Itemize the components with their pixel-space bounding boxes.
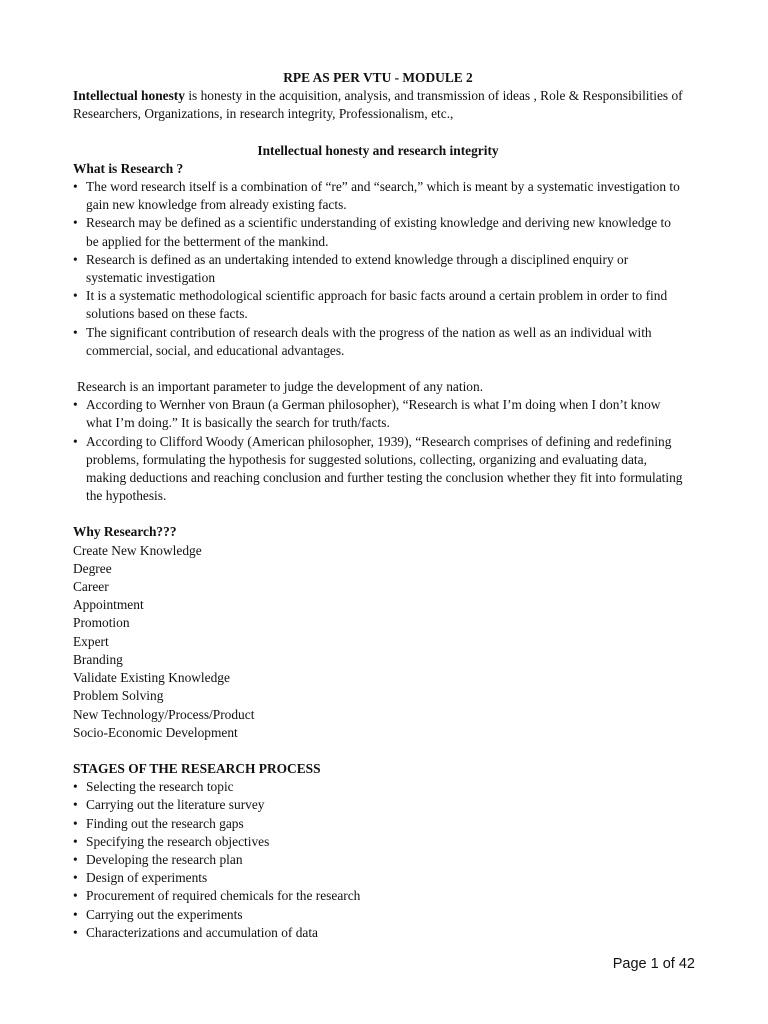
list-item	[73, 869, 683, 887]
list-item	[73, 833, 683, 851]
list-item-text: According to Clifford Woody (American philosopher, 1939), “Research comprises of defining and redefining problems, formulating the hypothesis for suggested solutions, collecting, organizing and evaluating data, making deductions and reaching conclusion and further testing the conclusion whether they fit into formulating the hypothesis.	[86, 433, 683, 504]
why-list	[73, 542, 683, 742]
document-title: RPE AS PER VTU - MODULE 2	[283, 70, 473, 85]
list-item-text: The significant contribution of research deals with the progress of the nation as well as an individual with commercial, social, and educational advantages.	[86, 324, 652, 358]
list-item-text: It is a systematic methodological scientific approach for basic facts around a certain problem in order to find solutions based on these facts.	[86, 288, 668, 322]
list-item	[73, 906, 683, 924]
list-item-text: Characterizations and accumulation of data	[86, 924, 319, 940]
bullet-icon: •	[73, 215, 78, 231]
stages-list	[73, 778, 683, 942]
list-item: Socio-Economic Development	[73, 724, 238, 740]
spacer	[73, 124, 683, 142]
bullet-icon: •	[73, 833, 78, 849]
list-item	[73, 251, 683, 287]
bullet-icon: •	[73, 906, 78, 922]
list-item: Expert	[73, 633, 109, 649]
list-item: Promotion	[73, 615, 130, 631]
bullet-icon: •	[73, 888, 78, 904]
bullet-icon: •	[73, 870, 78, 886]
document-page	[73, 69, 683, 942]
list-item-text: Selecting the research topic	[86, 779, 234, 795]
list-item: Appointment	[73, 597, 144, 613]
list-item	[73, 214, 683, 250]
bullet-icon: •	[73, 433, 78, 449]
bullet-icon: •	[73, 924, 78, 940]
parameter-line: Research is an important parameter to judge the development of any nation.	[77, 379, 484, 395]
list-item-text: Carrying out the literature survey	[86, 797, 265, 813]
list-item	[73, 851, 683, 869]
bullet-icon: •	[73, 397, 78, 413]
bullet-icon: •	[73, 815, 78, 831]
spacer	[73, 505, 683, 523]
list-item-text: Finding out the research gaps	[86, 815, 244, 831]
list-item-text: Research is defined as an undertaking intended to extend knowledge through a disciplined enquiry or systematic investigation	[86, 251, 629, 286]
list-item	[73, 178, 683, 214]
bullet-icon: •	[73, 288, 78, 304]
what-list	[73, 178, 683, 360]
list-item: Career	[73, 579, 109, 595]
why-heading: Why Research???	[73, 524, 177, 540]
spacer	[73, 742, 683, 760]
list-item-text: Design of experiments	[86, 870, 208, 886]
list-item	[73, 924, 683, 942]
list-item: Degree	[73, 560, 112, 576]
list-item	[73, 396, 683, 432]
list-item-text: Procurement of required chemicals for the research	[86, 888, 361, 904]
list-item-text: Developing the research plan	[86, 851, 243, 867]
section-heading: Intellectual honesty and research integrity	[257, 142, 499, 158]
bullet-icon: •	[73, 797, 78, 813]
list-item-text: The word research itself is a combination of “re” and “search,” which is meant by a systematic investigation to gain new knowledge from already existing facts.	[86, 179, 680, 213]
list-item	[73, 287, 683, 323]
list-item: Create New Knowledge	[73, 542, 202, 558]
intro-text: is honesty in the acquisition, analysis, and transmission of ideas , Role & Responsibilities of Researchers, Organizations, in research integrity, Professionalism, etc.,	[73, 88, 683, 122]
bullet-icon: •	[73, 251, 78, 267]
list-item	[73, 433, 683, 506]
list-item-text: Research may be defined as a scientific understanding of existing knowledge and deriving new knowledge to be applied for the betterment of the mankind.	[86, 215, 671, 249]
list-item: Problem Solving	[73, 688, 164, 704]
list-item	[73, 887, 683, 905]
intro-paragraph	[73, 87, 683, 123]
page-number: Page 1 of 42	[612, 956, 695, 972]
list-item	[73, 796, 683, 814]
list-item	[73, 815, 683, 833]
spacer	[73, 360, 683, 378]
list-item: Validate Existing Knowledge	[73, 670, 230, 686]
intro-bold-term: Intellectual honesty	[73, 88, 185, 104]
bullet-icon: •	[73, 851, 78, 867]
stages-heading: STAGES OF THE RESEARCH PROCESS	[73, 760, 321, 776]
list-item	[73, 324, 683, 360]
bullet-icon: •	[73, 324, 78, 340]
list-item: Branding	[73, 651, 123, 667]
list-item	[73, 778, 683, 796]
list-item: New Technology/Process/Product	[73, 706, 255, 722]
quote-list	[73, 396, 683, 505]
list-item-text: Specifying the research objectives	[86, 833, 270, 849]
list-item-text: Carrying out the experiments	[86, 906, 243, 922]
bullet-icon: •	[73, 179, 78, 195]
what-heading: What is Research ?	[73, 160, 184, 176]
bullet-icon: •	[73, 779, 78, 795]
list-item-text: According to Wernher von Braun (a German philosopher), “Research is what I’m doing when I don’t know what I’m doing.” It is basically the search for truth/facts.	[86, 397, 661, 431]
